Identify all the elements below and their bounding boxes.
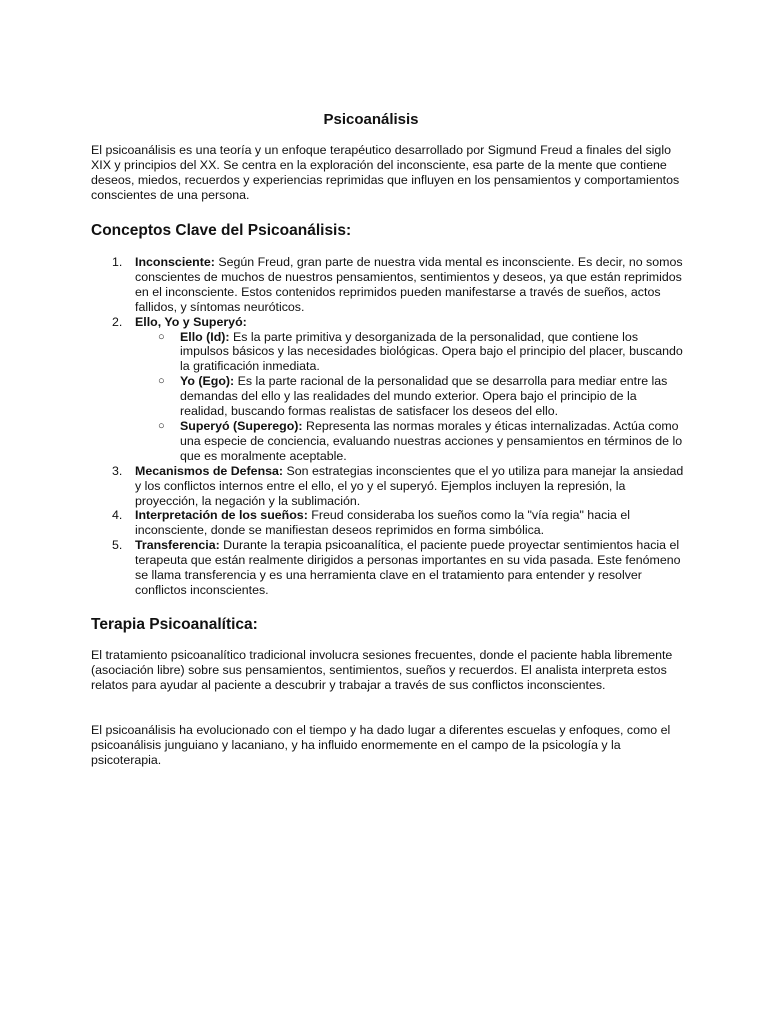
list-number: 2. <box>112 314 123 329</box>
concept-text: Según Freud, gran parte de nuestra vida mental es inconsciente. Es decir, no somos conscientes de muchos de nuestros pensamientos, sentimientos y deseos, ya que están reprimidos en el inconsciente. Estos contenidos reprimidos pueden manifestarse a través de sueños, actos fallidos, y síntomas neuróticos. <box>135 255 683 314</box>
circle-bullet-icon: ○ <box>158 419 165 432</box>
sub-term: Ello (Id): <box>180 329 230 344</box>
concept-term: Interpretación de los sueños: <box>135 508 308 523</box>
concept-text: Freud consideraba los sueños como la "vía regia" hacia el inconsciente, donde se manifiestan deseos reprimidos en forma simbólica. <box>135 508 631 538</box>
list-item <box>112 255 685 315</box>
list-number: 1. <box>112 255 123 269</box>
concepts-list <box>91 255 685 598</box>
circle-bullet-icon: ○ <box>158 330 165 343</box>
list-item <box>112 314 685 464</box>
list-item <box>112 463 685 509</box>
page-title: Psicoanálisis <box>323 111 419 128</box>
list-number: 4. <box>112 508 123 523</box>
concept-text: Durante la terapia psicoanalítica, el paciente puede proyectar sentimientos hacia el terapeuta que están realmente dirigidos a personas importantes en su vida pasada. Este fenómeno se llama transferencia y es una herramienta clave en el tratamiento para entender y resolver conflictos inconscientes. <box>135 538 681 597</box>
sub-list-item <box>158 374 685 419</box>
list-number: 3. <box>112 463 123 478</box>
therapy-paragraph-1: El tratamiento psicoanalítico tradicional involucra sesiones frecuentes, donde el paciente habla libremente (asociación libre) sobre sus pensamientos, sentimientos, sueños y recuerdos. El analista interpreta estos relatos para ayudar al paciente a descubrir y trabajar a través de sus conflictos inconscientes. <box>91 648 673 692</box>
sub-list-item <box>158 418 685 464</box>
list-item <box>112 508 685 538</box>
sub-text: Es la parte primitiva y desorganizada de la personalidad, que contiene los impulsos básicos y las necesidades biológicas. Opera bajo el principio del placer, buscando la gratificación inmediata. <box>180 329 683 374</box>
list-number: 5. <box>112 538 123 553</box>
concept-term: Transferencia: <box>135 538 220 553</box>
concept-term: Inconsciente: <box>135 255 215 269</box>
section-heading-concepts: Conceptos Clave del Psicoanálisis: <box>91 222 352 239</box>
intro-paragraph: El psicoanálisis es una teoría y un enfoque terapéutico desarrollado por Sigmund Freud a finales del siglo XIX y principios del XX. Se centra en la exploración del inconsciente, esa parte de la mente que contiene deseos, miedos, recuerdos y experiencias reprimidas que influyen en los pensamientos y comportamientos conscientes de una persona. <box>91 143 680 202</box>
list-item <box>112 538 685 598</box>
section-heading-therapy: Terapia Psicoanalítica: <box>91 616 258 633</box>
sub-list <box>135 330 685 464</box>
sub-term: Yo (Ego): <box>180 374 235 389</box>
sub-text: Representa las normas morales y éticas internalizadas. Actúa como una especie de conciencia, evaluando nuestras acciones y pensamientos en términos de lo que es moralmente aceptable. <box>180 418 683 463</box>
sub-term: Superyó (Superego): <box>180 418 303 433</box>
concept-text: Son estrategias inconscientes que el yo utiliza para manejar la ansiedad y los conflictos internos entre el ello, el yo y el superyó. Ejemplos incluyen la represión, la proyección, la negación y la sublimación. <box>135 463 684 508</box>
sub-list-item <box>158 329 685 375</box>
therapy-paragraph-2: El psicoanálisis ha evolucionado con el tiempo y ha dado lugar a diferentes escuelas y enfoques, como el psicoanálisis junguiano y lacaniano, y ha influido enormemente en el campo de la psicología y la psicoterapia. <box>91 723 671 767</box>
concept-term: Ello, Yo y Superyó: <box>135 314 247 329</box>
concept-term: Mecanismos de Defensa: <box>135 463 284 478</box>
circle-bullet-icon: ○ <box>158 375 165 388</box>
sub-text: Es la parte racional de la personalidad que se desarrolla para mediar entre las demandas del ello y las realidades del mundo exterior. Opera bajo el principio de la realidad, buscando formas realistas de satisfacer los deseos del ello. <box>180 374 668 419</box>
